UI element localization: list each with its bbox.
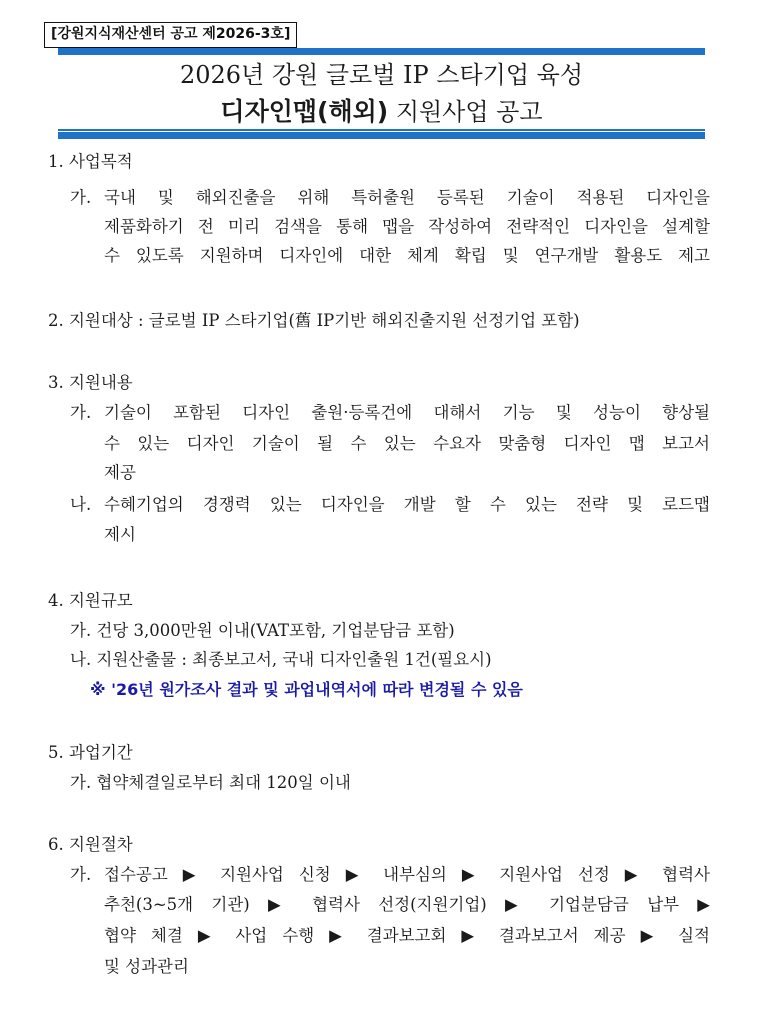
title-line-1: 2026년 강원 글로벌 IP 스타기업 육성 [179,61,584,89]
notice-number-tag: [강원지식재산센터 공고 제2026-3호] [44,22,297,48]
section-3-item-a-line-3: 제공 [104,463,136,482]
section-1-item-a-line-2: 제품화하기 전 미리 검색을 통해 맵을 작성하여 전략적인 디자인을 설계할 [104,217,710,236]
title-top-rule [58,48,705,55]
section-3-item-a-label: 가. [70,403,92,422]
section-6-item-a-line-3: 협약 체결 ▶ 사업 수행 ▶ 결과보고회 ▶ 결과보고서 제공 ▶ 실적 [104,926,710,945]
section-1-item-a-line-3: 수 있도록 지원하며 디자인에 대한 체계 확립 및 연구개발 활용도 제고 [104,246,710,265]
title-rest: 지원사업 공고 [388,98,543,126]
section-5-heading: 5. 과업기간 [48,743,133,762]
section-6-item-a-line-2: 추천(3~5개 기관) ▶ 협력사 선정(지원기업) ▶ 기업분담금 납부 ▶ [104,895,710,914]
section-6-item-a-label: 가. [70,865,92,884]
title-line-2 [58,95,705,129]
section-6-item-a-line-4: 및 성과관리 [104,957,189,976]
section-1-item-a-line-1: 국내 및 해외진출을 위해 특허출원 등록된 기술이 적용된 디자인을 [104,188,710,207]
title-bottom-rule-thin [58,129,705,131]
section-3-item-b-line-1: 수혜기업의 경쟁력 있는 디자인을 개발 할 수 있는 전략 및 로드맵 [104,495,710,514]
section-3-item-b-line-2: 제시 [104,525,136,544]
section-3-item-a-line-2: 수 있는 디자인 기술이 될 수 있는 수요자 맞춤형 디자인 맵 보고서 [104,434,710,453]
title-emphasis: 디자인맵(해외) [220,97,389,126]
section-3-heading: 3. 지원내용 [48,373,133,392]
section-4-heading: 4. 지원규모 [48,591,133,610]
section-4-item-b: 나. 지원산출물 : 최종보고서, 국내 디자인출원 1건(필요시) [70,650,492,669]
section-4-note: ※ '26년 원가조사 결과 및 과업내역서에 따라 변경될 수 있음 [90,680,523,699]
section-3-item-a-line-1: 기술이 포함된 디자인 출원·등록건에 대해서 기능 및 성능이 향상될 [104,403,710,422]
section-6-item-a-line-1: 접수공고 ▶ 지원사업 신청 ▶ 내부심의 ▶ 지원사업 선정 ▶ 협력사 [104,865,710,884]
section-1-heading: 1. 사업목적 [48,152,133,171]
section-3-item-b-label: 나. [70,495,92,514]
title-bottom-rule [58,132,705,139]
section-1-item-a-label: 가. [70,188,92,207]
section-2-heading: 2. 지원대상 : 글로벌 IP 스타기업(舊 IP기반 해외진출지원 선정기업 포함) [48,311,580,330]
section-6-heading: 6. 지원절차 [48,835,133,854]
section-5-item-a: 가. 협약체결일로부터 최대 120일 이내 [70,773,351,792]
section-4-item-a: 가. 건당 3,000만원 이내(VAT포함, 기업분담금 포함) [70,621,455,640]
